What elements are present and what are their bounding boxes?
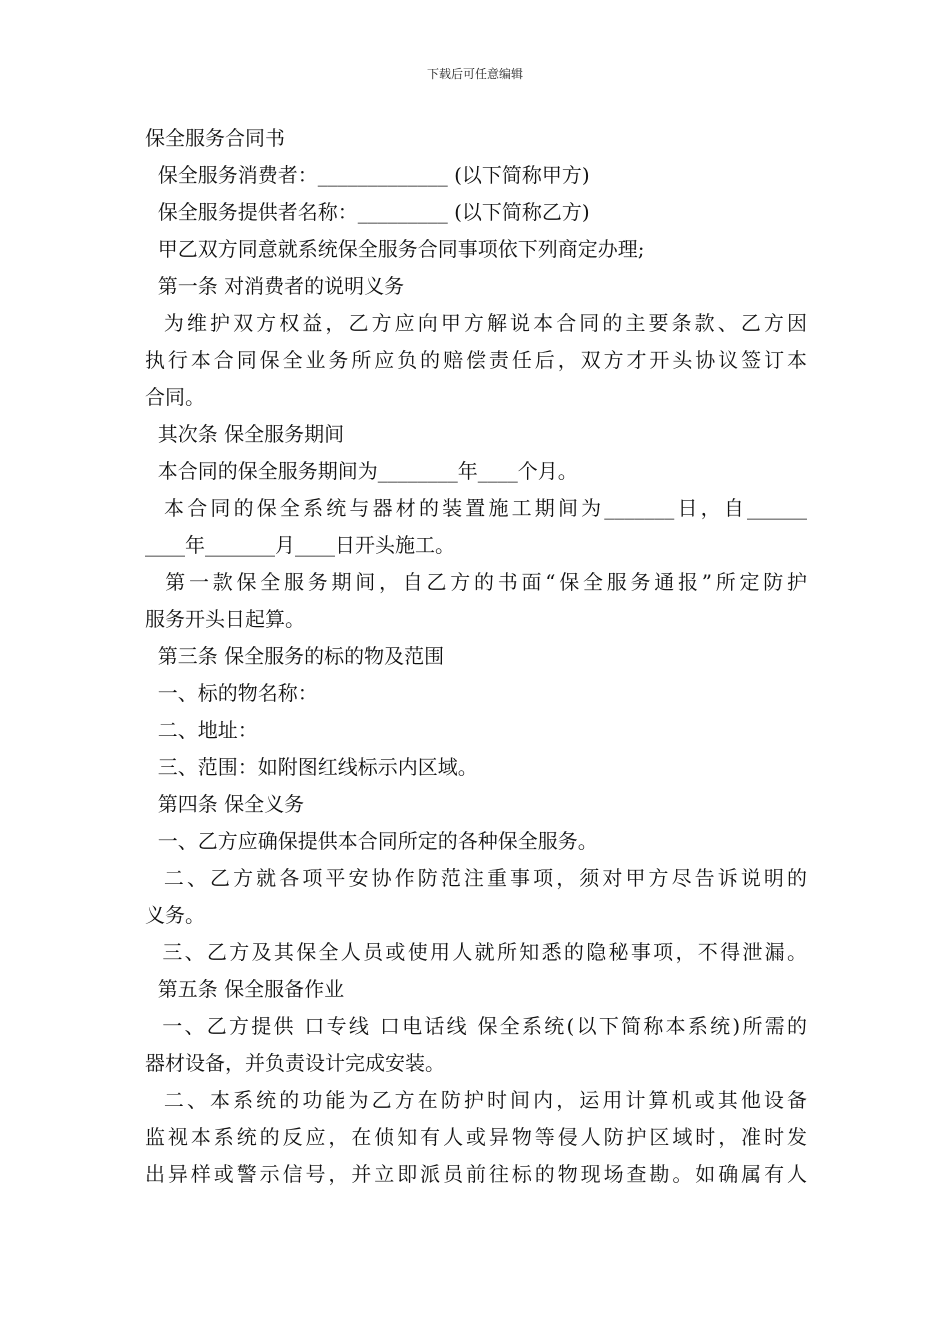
paragraph-line: 一、乙方应确保提供本合同所定的各种保全服务。 [145, 829, 598, 853]
paragraph-line: 出异样或警示信号，并立即派员前往标的物现场查勘。如确属有人 [145, 1162, 807, 1186]
paragraph-line: 监视本系统的反应，在侦知有人或异物等侵人防护区域时，准时发 [145, 1125, 807, 1149]
article-heading: 第四条 保全义务 [145, 792, 305, 816]
article-heading: 第三条 保全服务的标的物及范围 [145, 644, 445, 668]
page-header: 下载后可任意编辑 [426, 67, 523, 81]
document-title: 保全服务合同书 [145, 126, 285, 150]
article-heading: 第一条 对消费者的说明义务 [145, 274, 405, 298]
paragraph-line: 义务。 [145, 903, 205, 927]
paragraph-line: 器材设备，并负责设计完成安装。 [145, 1051, 445, 1075]
paragraph-line: 二、本系统的功能为乙方在防护时间内，运用计算机或其他设备 [145, 1088, 807, 1112]
paragraph-line: 三、乙方及其保全人员或使用人就所知悉的隐秘事项，不得泄漏。 [145, 940, 807, 964]
paragraph-line: 三、范围：如附图红线标示内区域。 [145, 755, 478, 779]
paragraph-line: 保全服务提供者名称：_________ (以下简称乙方) [145, 200, 590, 224]
paragraph-line: 服务开头日起算。 [145, 607, 305, 631]
paragraph-line: 二、地址： [145, 718, 258, 742]
paragraph-line: ____年_______月____日开头施工。 [145, 533, 455, 557]
paragraph-line: 为维护双方权益，乙方应向甲方解说本合同的主要条款、乙方因 [145, 311, 807, 335]
article-heading: 第五条 保全服备作业 [145, 977, 345, 1001]
paragraph-line: 本合同的保全服务期间为________年____个月。 [145, 459, 578, 483]
paragraph-line: 执行本合同保全业务所应负的赔偿责任后，双方才开头协议签订本 [145, 348, 807, 372]
paragraph-line: 二、乙方就各项平安协作防范注重事项，须对甲方尽告诉说明的 [145, 866, 807, 890]
paragraph-line: 一、乙方提供 口专线 口电话线 保全系统(以下简称本系统)所需的 [145, 1014, 807, 1038]
document-body [145, 120, 807, 1193]
paragraph-line: 本合同的保全系统与器材的装置施工期间为_______日，自______ [145, 496, 807, 520]
paragraph-line: 合同。 [145, 385, 205, 409]
paragraph-line: 甲乙双方同意就系统保全服务合同事项依下列商定办理; [145, 237, 645, 261]
article-heading: 其次条 保全服务期间 [145, 422, 345, 446]
paragraph-line: 保全服务消费者：_____________ (以下简称甲方) [145, 163, 590, 187]
paragraph-line: 一、标的物名称： [145, 681, 318, 705]
paragraph-line: 第一款保全服务期间，自乙方的书面“保全服务通报”所定防护 [145, 570, 807, 594]
